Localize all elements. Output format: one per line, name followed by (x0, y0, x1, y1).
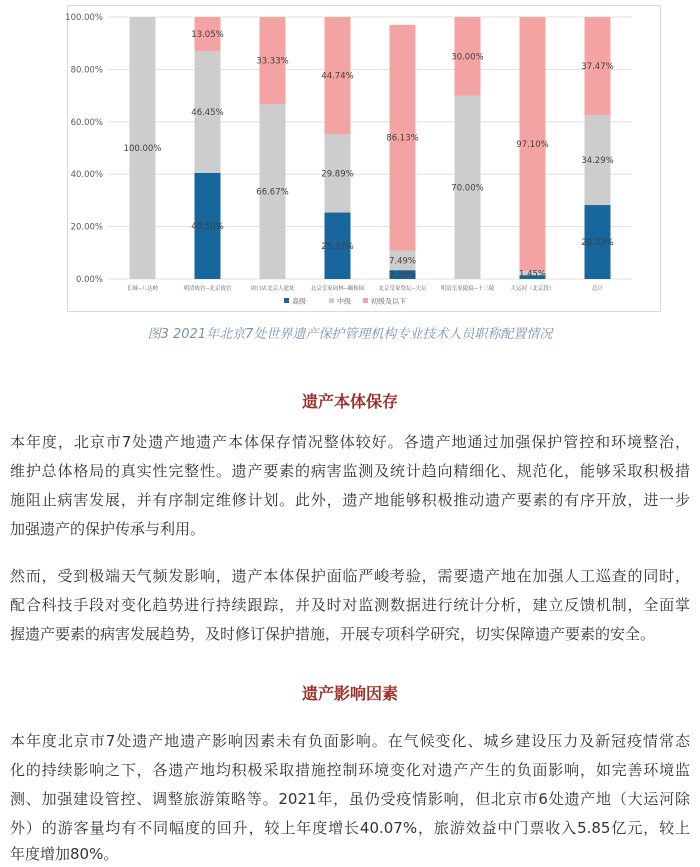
data-label: 40.50% (191, 221, 224, 232)
legend-swatch (284, 298, 289, 303)
data-label: 3.38% (388, 270, 417, 281)
y-tick-label: 80.00% (70, 65, 103, 76)
section-heading-impact-factors: 遗产影响因素 (301, 684, 398, 703)
x-tick-label: 明清故宫--北京故宫 (183, 286, 232, 292)
legend-label: 初级及以下 (371, 297, 406, 306)
data-label: 33.33% (256, 56, 289, 67)
paragraph-line: 测、加强建设管控、调整旅游策略等。2021年，虽仍受疫情影响，但北京市6处遗产地（大运河除 (10, 790, 690, 808)
x-tick-label: 周口店北京人遗址 (250, 286, 295, 292)
data-label: 25.37% (321, 241, 354, 252)
data-label: 37.47% (581, 62, 614, 73)
legend-swatch (363, 298, 368, 303)
legend-swatch (329, 298, 334, 303)
data-label: 46.45% (191, 108, 224, 119)
paragraph (10, 428, 690, 544)
paragraph-line: 施阻止病害发展，并有序制定维修计划。此外，遗产地能够积极推动遗产要素的有序开放，进一步 (10, 491, 690, 509)
y-tick-label: 0.00% (75, 275, 103, 285)
paragraph-line: 年度增加80%。 (10, 845, 119, 863)
figure-caption: 图3 2021年北京7处世界遗产保护管理机构专业技术人员职称配置情况 (147, 327, 553, 342)
data-label: 1.45% (518, 269, 547, 280)
data-label: 34.29% (581, 156, 614, 167)
data-label: 28.23% (581, 238, 614, 249)
x-tick-label: 北京皇家园林--颐和园 (310, 286, 365, 292)
paragraph-line: 配合科技手段对变化趋势进行持续跟踪，并及时对监测数据进行统计分析，建立反馈机制，全面掌 (10, 596, 690, 614)
data-label: 100.00% (123, 144, 162, 154)
data-label: 13.05% (191, 30, 224, 41)
x-tick-label: 长城--八达岭 (126, 286, 159, 292)
paragraph-line: 外）的游客量均有不同幅度的回升，较上年度增长40.07%，旅游效益中门票收入5.85亿元，较上 (10, 819, 690, 837)
data-label: 66.67% (256, 187, 289, 198)
data-label: 29.89% (321, 169, 354, 180)
paragraph (10, 562, 690, 649)
x-tick-label: 大运河（北京段） (510, 286, 555, 292)
paragraph-line: 握遗产要素的病害发展趋势，及时修订保护措施，开展专项科学研究，切实保障遗产要素的安全。 (10, 625, 656, 643)
y-tick-label: 20.00% (70, 222, 103, 233)
x-tick-label: 总计 (591, 286, 604, 292)
paragraph-line: 然而，受到极端天气频发影响，遗产本体保护面临严峻考验，需要遗产地在加强人工巡查的同时， (10, 567, 690, 585)
paragraph-line: 维护总体格局的真实性完整性。遗产要素的病害监测及统计趋向精细化、规范化，能够采取积极措 (10, 462, 690, 480)
data-label: 7.49% (388, 256, 417, 267)
section-heading-heritage-conservation: 遗产本体保存 (301, 392, 398, 411)
x-tick-label: 北京皇家祭坛--天坛 (378, 286, 427, 292)
data-label: 97.10% (516, 140, 549, 151)
data-label: 44.74% (321, 71, 354, 82)
data-label: 70.00% (451, 183, 484, 194)
paragraph (10, 727, 690, 866)
stacked-bar-chart (0, 0, 700, 318)
y-tick-label: 60.00% (70, 117, 103, 128)
y-tick-label: 100.00% (65, 13, 103, 23)
y-tick-label: 40.00% (70, 170, 103, 181)
paragraph-line: 本年度，北京市7处遗产地遗产本体保存情况整体较好。各遗产地通过加强保护管控和环境整治， (10, 433, 690, 451)
chart-frame (68, 6, 661, 312)
data-label: 30.00% (451, 52, 484, 63)
paragraph-line: 化的持续影响之下，各遗产地均积极采取措施控制环境变化对遗产产生的负面影响，如完善环境监 (10, 761, 690, 779)
x-tick-label: 明清皇家陵寝--十三陵 (440, 286, 495, 292)
legend-label: 中级 (337, 297, 351, 306)
legend-label: 高级 (292, 297, 306, 306)
paragraph-line: 加强遗产的保护传承与利用。 (10, 520, 206, 538)
paragraph-line: 本年度北京市7处遗产地遗产影响因素未有负面影响。在气候变化、城乡建设压力及新冠疫情常态 (10, 732, 690, 750)
data-label: 86.13% (386, 133, 419, 144)
